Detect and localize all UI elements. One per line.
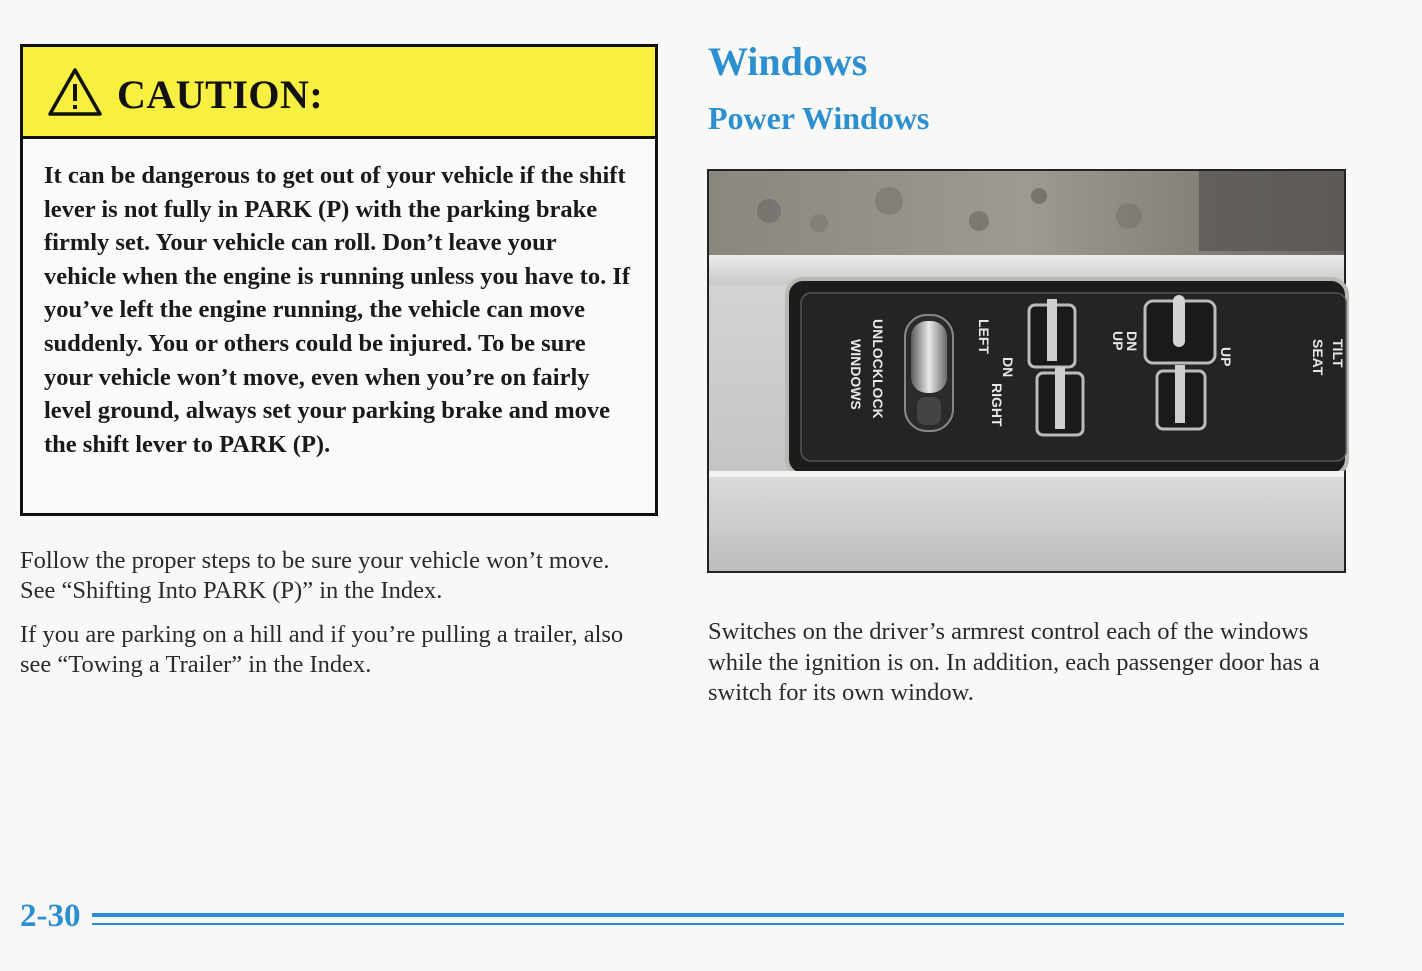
lock-roller-switch[interactable] [911,321,947,393]
photo-label-windows: WINDOWS [848,339,864,410]
photo-label-lock: LOCK [870,379,886,419]
rear-right-window-switch[interactable] [1157,365,1205,429]
hill-parking-paragraph: If you are parking on a hill and if you’re pulling a trailer, also see “Towing a Trailer” in the Index. [20,621,624,678]
warning-triangle-icon [47,67,103,117]
photo-label-seat: SEAT [1310,339,1326,376]
photo-label-dn-right: DN [1124,331,1140,352]
photo-label-left: LEFT [976,319,992,354]
right-window-switch[interactable] [1037,367,1083,435]
photo-label-dn-left: DN [1000,357,1016,378]
footer-rule [92,913,1344,927]
power-windows-paragraph: Switches on the driver’s armrest control each of the windows while the ignition is on. In addition, each passenger door has a switch for its own window. [708,618,1320,706]
caution-box [20,44,658,516]
caution-text: It can be dangerous to get out of your vehicle if the shift lever is not fully in PARK (P) with the parking brake firmly set. Your vehicle can roll. Don’t leave your vehicle when the engine is running unless you have to. If you’ve left the engine running, the vehicle can move suddenly. You or others could be injured. To be sure your vehicle won’t move, even when you’re on fairly level ground, always set your parking brake and move the shift lever to PARK (P). [44,162,631,458]
left-window-switch[interactable] [1029,299,1075,367]
photo-label-right: RIGHT [989,383,1005,427]
park-steps-paragraph: Follow the proper steps to be sure your vehicle won’t move. See “Shifting Into PARK (P)” in the Index. [20,547,610,604]
photo-label-up-2: UP [1218,347,1234,367]
power-window-switch-photo [707,169,1346,573]
caution-title: CAUTION: [117,72,324,117]
section-title: Windows [708,39,868,84]
photo-label-up-1: UP [1110,331,1126,351]
caution-header [23,47,655,139]
section-subtitle: Power Windows [708,100,930,136]
photo-label-unlock: UNLOCK [870,319,886,379]
page-number: 2-30 [20,898,81,934]
photo-label-tilt: TILT [1330,339,1346,368]
rear-left-window-switch[interactable] [1145,295,1215,363]
